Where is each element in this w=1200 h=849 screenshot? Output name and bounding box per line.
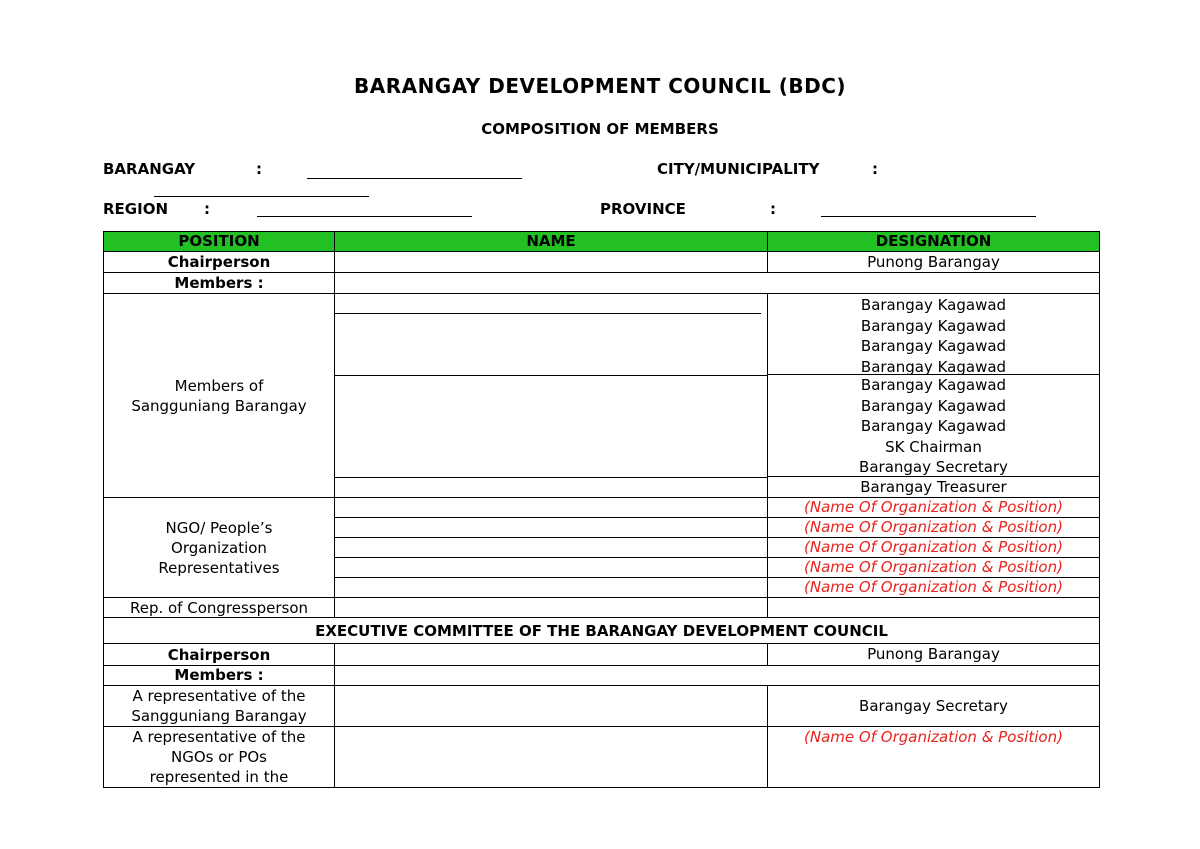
ngo-position [104, 498, 335, 598]
exec-ngo-row [104, 726, 1100, 787]
region-field[interactable] [257, 216, 472, 217]
members-label: Members : [104, 273, 335, 294]
sb-members-row [104, 294, 1100, 498]
sb-position-line1: Members of [174, 376, 264, 395]
exec-ngo-position-line3: represented in the [149, 767, 289, 786]
sb-name-cell[interactable] [335, 294, 768, 498]
exec-title-row [104, 618, 1100, 644]
rep-congress-row [104, 598, 1100, 618]
sb-position [104, 294, 335, 498]
province-field[interactable] [821, 216, 1036, 217]
ngo-position-line2: Organization [171, 538, 267, 557]
exec-sb-row [104, 685, 1100, 726]
province-label: PROVINCE [600, 200, 686, 218]
chairperson-name-cell[interactable] [335, 252, 768, 273]
exec-chair-row [104, 644, 1100, 665]
ngo-name-line-4[interactable] [335, 558, 767, 578]
exec-sb-position-line2: Sangguniang Barangay [131, 706, 307, 725]
sb-designation-10: Barangay Treasurer [860, 478, 1007, 497]
chairperson-position: Chairperson [104, 252, 335, 273]
exec-ngo-designation: (Name Of Organization & Position) [768, 726, 1100, 787]
sb-name-line-3[interactable] [335, 376, 767, 478]
sb-name-line-2[interactable] [335, 314, 767, 376]
province-colon: : [770, 200, 776, 218]
region-colon: : [204, 200, 210, 218]
exec-ngo-position-line1: A representative of the [132, 727, 306, 746]
exec-ngo-name-cell[interactable] [335, 726, 768, 787]
sb-name-line-1[interactable] [335, 294, 761, 314]
page-subtitle: COMPOSITION OF MEMBERS [481, 120, 719, 138]
sb-designation-6: Barangay Kagawad [860, 396, 1007, 415]
composition-table [103, 231, 1100, 788]
ngo-designations [768, 498, 1100, 598]
header-designation: DESIGNATION [768, 232, 1100, 252]
exec-ngo-position [104, 726, 335, 787]
barangay-field[interactable] [307, 178, 522, 179]
exec-chair-position: Chairperson [104, 644, 335, 665]
sb-designation-8: SK Chairman [885, 437, 982, 456]
exec-committee-title: EXECUTIVE COMMITTEE OF THE BARANGAY DEVELOPMENT COUNCIL [104, 618, 1100, 644]
barangay-colon: : [256, 160, 262, 178]
ngo-designation-3: (Name Of Organization & Position) [768, 538, 1099, 558]
table-header-row [104, 232, 1100, 252]
ngo-designation-5: (Name Of Organization & Position) [804, 578, 1063, 597]
sb-designation-3: Barangay Kagawad [860, 337, 1007, 356]
ngo-name-cell[interactable] [335, 498, 768, 598]
members-row-blank [335, 273, 1100, 294]
sb-designation-2: Barangay Kagawad [860, 316, 1007, 335]
ngo-name-line-2[interactable] [335, 518, 767, 538]
ngo-designation-4: (Name Of Organization & Position) [768, 558, 1099, 578]
exec-ngo-position-line2: NGOs or POs [170, 747, 267, 766]
sb-designation-7: Barangay Kagawad [860, 417, 1007, 436]
rep-congress-name-cell[interactable] [335, 598, 768, 618]
city-colon: : [872, 160, 878, 178]
rep-congress-position: Rep. of Congressperson [104, 598, 335, 618]
ngo-position-line3: Representatives [158, 558, 280, 577]
members-row [104, 273, 1100, 294]
ngo-designation-1: (Name Of Organization & Position) [768, 498, 1099, 518]
sb-designations [768, 294, 1100, 498]
exec-sb-position [104, 685, 335, 726]
ngo-name-line-5[interactable] [335, 578, 767, 597]
exec-chair-designation: Punong Barangay [768, 644, 1100, 665]
sb-designation-5: Barangay Kagawad [860, 376, 1007, 395]
exec-members-blank [335, 665, 1100, 685]
sb-designation-9: Barangay Secretary [859, 458, 1008, 477]
ngo-designation-2: (Name Of Organization & Position) [768, 518, 1099, 538]
header-position: POSITION [104, 232, 335, 252]
exec-members-row [104, 665, 1100, 685]
exec-sb-position-line1: A representative of the [132, 686, 306, 705]
page-title: BARANGAY DEVELOPMENT COUNCIL (BDC) [353, 74, 847, 98]
sb-designation-4: Barangay Kagawad [860, 357, 1007, 376]
ngo-name-line-3[interactable] [335, 538, 767, 558]
barangay-label: BARANGAY [103, 160, 196, 178]
exec-sb-designation: Barangay Secretary [768, 685, 1100, 726]
sb-position-line2: Sangguniang Barangay [131, 396, 307, 415]
ngo-row [104, 498, 1100, 598]
ngo-name-line-1[interactable] [335, 498, 767, 518]
sb-name-line-4[interactable] [335, 478, 767, 497]
exec-chair-name-cell[interactable] [335, 644, 768, 665]
header-name: NAME [335, 232, 768, 252]
region-label: REGION [103, 200, 168, 218]
city-label: CITY/MUNICIPALITY [657, 160, 820, 178]
exec-members-label: Members : [104, 665, 335, 685]
ngo-position-line1: NGO/ People’s [165, 518, 273, 537]
rep-congress-designation-cell[interactable] [768, 598, 1100, 618]
chairperson-row [104, 252, 1100, 273]
city-field[interactable] [154, 196, 369, 197]
exec-sb-name-cell[interactable] [335, 685, 768, 726]
chairperson-designation: Punong Barangay [768, 252, 1100, 273]
sb-designation-1: Barangay Kagawad [860, 296, 1007, 315]
